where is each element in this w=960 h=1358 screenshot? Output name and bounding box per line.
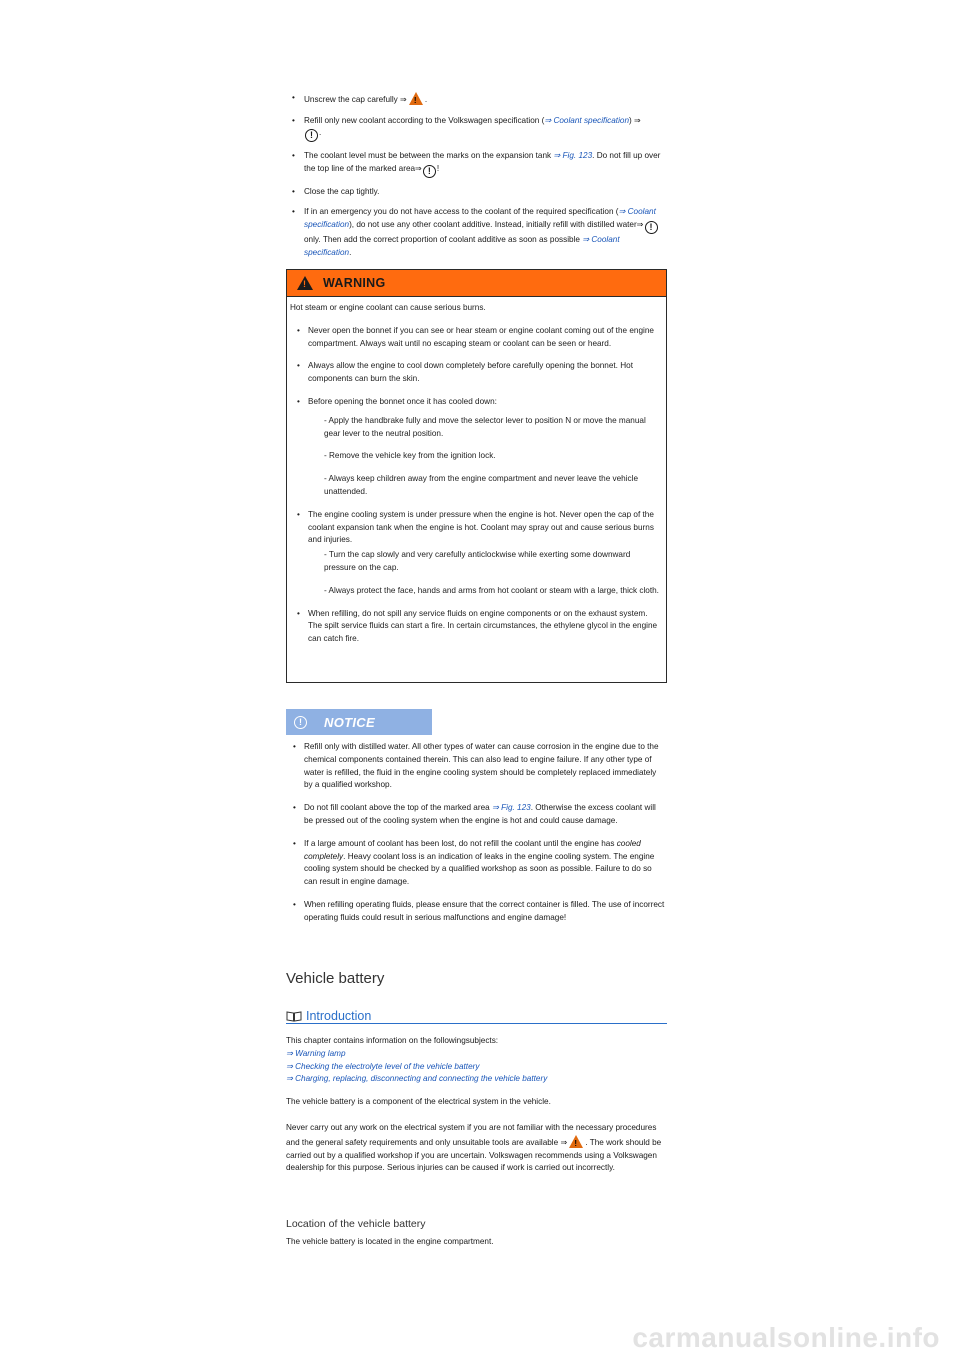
warning-subitem: - Turn the cap slowly and very carefully anticlockwise while exerting some downward pressure on the cap. <box>324 550 631 572</box>
bullet-close-cap: • Close the cap tightly. <box>292 186 380 196</box>
intro-content <box>286 1035 667 1175</box>
warning-triangle-icon <box>297 276 313 290</box>
coolant-spec-link[interactable]: ⇒ Coolant specification <box>544 115 629 125</box>
bullet-refill-new-coolant: • Refill only new coolant according to the Volkswagen specification (⇒ Coolant specification) ⇒ ! . <box>292 115 641 141</box>
warning-triangle-icon[interactable] <box>409 92 423 105</box>
notice-title: NOTICE <box>324 714 375 730</box>
warning-header <box>287 270 666 297</box>
warning-item: • Never open the bonnet if you can see or hear steam or engine coolant coming out of the engine compartment. Always wait until no escaping steam or coolant can be seen or heard. <box>297 325 654 348</box>
warning-subitem: - Remove the vehicle key from the ignition lock. <box>324 451 496 461</box>
fig-123-link[interactable]: ⇒ Fig. 123 <box>491 803 531 813</box>
warning-item: • Always allow the engine to cool down completely before carefully opening the bonnet. Hot components can burn the skin. <box>297 361 633 384</box>
link-warning-lamp[interactable]: ⇒ Warning lamp <box>286 1048 346 1058</box>
link-charging-battery[interactable]: ⇒ Charging, replacing, disconnecting and connecting the vehicle battery <box>286 1074 548 1084</box>
notice-icon[interactable]: ! <box>423 165 436 178</box>
fig-123-link[interactable]: ⇒ Fig. 123 <box>553 151 593 161</box>
notice-item: • Do not fill coolant above the top of the marked area ⇒ Fig. 123. Otherwise the excess coolant will be pressed out of the cooling system when the engine is hot and could cause damage. <box>293 803 656 825</box>
link-electrolyte-level[interactable]: ⇒ Checking the electrolyte level of the vehicle battery <box>286 1061 480 1071</box>
watermark: carmanualsonline.info <box>632 1322 940 1353</box>
location-text: The vehicle battery is located in the engine compartment. <box>286 1237 494 1246</box>
warning-box <box>286 269 667 683</box>
warning-subitem: - Always keep children away from the engine compartment and never leave the vehicle unattended. <box>324 474 639 496</box>
warning-subitem: - Apply the handbrake fully and move the selector lever to position N or move the manual gear lever to the neutral position. <box>324 415 646 438</box>
intro-text: This chapter contains information on the followingsubjects: <box>286 1036 499 1045</box>
location-heading: Location of the vehicle battery <box>286 1218 426 1230</box>
book-icon <box>286 1010 302 1022</box>
coolant-spec-link[interactable]: ⇒ Coolant specification <box>304 207 656 229</box>
intro-heading <box>286 1008 667 1024</box>
notice-icon[interactable]: ! <box>305 129 318 142</box>
warning-lead: Hot steam or engine coolant can cause serious burns. <box>290 303 486 312</box>
notice-item: • If a large amount of coolant has been lost, do not refill the coolant until the engine has cooled completely. Heavy coolant loss is an indication of leaks in the engine cooling system. The engine cooling system should be checked by a qualified workshop as soon as possible. Failure to do so can result in engine damage. <box>293 838 655 887</box>
top-instructions <box>288 92 668 267</box>
warning-title: WARNING <box>323 276 386 290</box>
warning-item: • The engine cooling system is under pressure when the engine is hot. Never open the cap of the coolant expansion tank when the engine is hot. Coolant may spray out and cause serious burns and injuries. - Turn the cap slowly and very carefully anticlockwise while exerting some downward pressure on the cap. - Always protect the face, hands and arms from hot coolant or steam with a large, thick cloth. <box>290 509 662 598</box>
coolant-spec-link[interactable]: ⇒ Coolant specification <box>304 234 620 257</box>
notice-body <box>286 741 665 935</box>
warning-subitem: - Always protect the face, hands and arms from hot coolant or steam with a large, thick cloth. <box>324 585 659 595</box>
battery-paragraph: The vehicle battery is a component of the electrical system in the vehicle. <box>286 1097 551 1107</box>
bullet-emergency: • If in an emergency you do not have access to the coolant of the required specification (⇒ Coolant specification), do not use any other coolant additive. Instead, initially refill with distilled water⇒ ! only. Then add the correct proportion of coolant additive as soon as possible ⇒ Coolant specification. <box>292 207 656 257</box>
bullet-coolant-level: • The coolant level must be between the marks on the expansion tank ⇒ Fig. 123. Do not fill up over the top line of the marked area⇒ ! ! <box>292 151 661 176</box>
intro-title: Introduction <box>306 1008 372 1023</box>
warning-item: • When refilling, do not spill any service fluids on engine components or on the exhaust system. The spilt service fluids can start a fire. In certain circumstances, the ethylene glycol in the engine can catch fire. <box>297 608 658 644</box>
notice-header <box>286 709 432 735</box>
notice-icon[interactable]: ! <box>645 221 658 234</box>
section-heading: Vehicle battery <box>286 970 385 987</box>
notice-item: • Refill only with distilled water. All other types of water can cause corrosion in the engine due to the chemical components contained therein. This can also lead to engine failure. If any other type of water is refilled, the fluid in the engine cooling system should be completely replaced immediately by a qualified workshop. <box>293 742 659 790</box>
warning-triangle-icon[interactable] <box>569 1135 583 1148</box>
notice-item: • When refilling operating fluids, please ensure that the correct container is filled. The use of incorrect operating fluids could result in serious malfunctions and engine damage! <box>293 899 665 922</box>
bullet-unscrew-cap: • Unscrew the cap carefully ⇒! . <box>288 92 668 107</box>
notice-icon: ! <box>294 716 307 729</box>
battery-safety-paragraph: Never carry out any work on the electrical system if you are not familiar with the necessary procedures and the general safety requirements and only unsuitable tools are available ⇒! . The work should be carried out by a qualified workshop if you are uncertain. Volkswagen recommends using a Volkswagen dealership for this purpose. Serious injuries can be caused if work is carried out incorrectly. <box>286 1122 667 1175</box>
warning-item: • Before opening the bonnet once it has cooled down: - Apply the handbrake fully and move the selector lever to position N or move the manual gear lever to the neutral position. - Remove the vehicle key from the ignition lock. - Always keep children away from the engine compartment and never leave the vehicle unattended. <box>290 396 662 499</box>
